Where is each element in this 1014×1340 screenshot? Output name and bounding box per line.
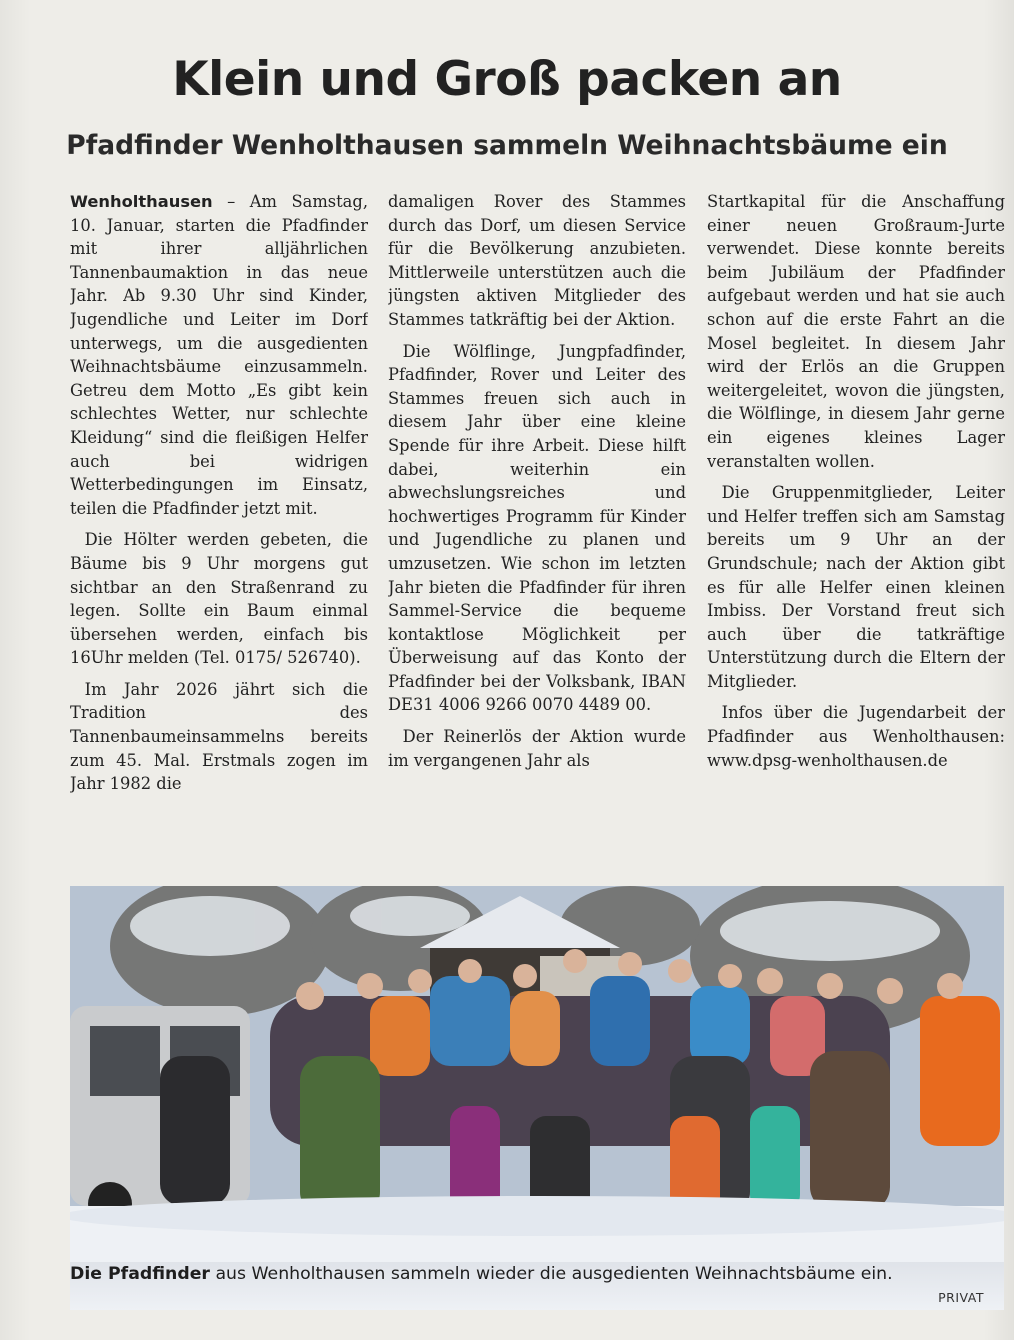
article-paragraph-5: Die Wölflinge, Jungpfadfinder, Pfadfinder, Rover und Leiter des Stammes freuen sich auch in diesem Jahr über eine kleine Spende für ihre Arbeit. Diese hilft dabei, weiterhin ein abwechslungsreiches und hochwertiges Programm für Kinder und Jugendliche zu planen und umzusetzen. Wie schon im letzten Jahr bieten die Pfadfinder für ihren Sammel-Service die bequeme kontaktlose Möglichkeit per Überweisung auf das Konto der Pfadfinder bei der Volksbank, IBAN DE31 4006 9266 0070 4489 00. — [388, 341, 686, 715]
paragraph-text: – Am Samstag, 10. Januar, starten die Pfadfinder mit ihrer alljährlichen Tannenbaumaktion in das neue Jahr. Ab 9.30 Uhr sind Kinder, Jugendliche und Leiter im Dorf unterwegs, um die ausgedienten Weihnachtsbäume einzusammeln. Getreu dem Motto „Es gibt kein schlechtes Wetter, nur schlechte Kleidung“ sind die fleißigen Helfer auch bei widrigen Wetterbedingungen im Einsatz, teilen die Pfadfinder jetzt mit. — [70, 192, 368, 518]
article-paragraph-9: Infos über die Jugendarbeit der Pfadfinder aus Wenholthausen: www.dpsg-wenholthausen.de — [707, 703, 1005, 770]
group-photo — [70, 886, 1004, 1310]
article-paragraph-4: damaligen Rover des Stammes durch das Dorf, um diesen Service für die Bevölkerung anzubieten. Mittlerweile unterstützen auch die jüngsten aktiven Mitglieder des Stammes tatkräftig bei der Aktion. — [388, 192, 686, 329]
article-paragraph-3: Im Jahr 2026 jährt sich die Tradition des Tannenbaumeinsammelns bereits zum 45. Mal. Erstmals zogen im Jahr 1982 die — [70, 679, 368, 794]
article-paragraph-2: Die Hölter werden gebeten, die Bäume bis 9 Uhr morgens gut sichtbar an den Straßenrand zu legen. Sollte ein Baum einmal übersehen werden, einfach bis 16Uhr melden (Tel. 0175/ 526740). — [70, 530, 368, 668]
group-photo-illustration — [70, 886, 1004, 1262]
dateline: Wenholthausen — [70, 192, 213, 211]
photo-credit: PRIVAT — [938, 1290, 984, 1305]
article-paragraph-1 — [70, 190, 368, 520]
photo-caption — [70, 1262, 988, 1286]
article-paragraph-6: Der Reinerlös der Aktion wurde im vergangenen Jahr als — [388, 727, 686, 770]
caption-text: aus Wenholthausen sammeln wieder die ausgedienten Weihnachtsbäume ein. — [209, 1264, 893, 1284]
article-paragraph-8: Die Gruppenmitglieder, Leiter und Helfer treffen sich am Samstag bereits um 9 Uhr an der Grundschule; nach der Aktion gibt es für alle Helfer einen kleinen Imbiss. Der Vorstand freut sich auch über die tatkräftige Unterstützung durch die Eltern der Mitglieder. — [707, 483, 1005, 691]
article-column-3 — [707, 190, 1005, 870]
article-column-2 — [388, 190, 686, 870]
article-body — [70, 190, 1005, 870]
subheadline: Pfadfinder Wenholthausen sammeln Weihnachtsbäume ein — [66, 130, 948, 161]
caption-lead: Die Pfadfinder — [70, 1264, 210, 1284]
article-column-1 — [70, 190, 368, 870]
headline: Klein und Groß packen an — [172, 52, 842, 107]
article-paragraph-7: Startkapital für die Anschaffung einer neuen Großraum-Jurte verwendet. Diese konnte bereits beim Jubiläum der Pfadfinder aufgebaut werden und hat sie auch schon auf die erste Fahrt an die Mosel begleitet. In diesem Jahr wird der Erlös an die Gruppen weitergeleitet, wovon die jüngsten, die Wölflinge, in diesem Jahr gerne ein eigenes kleines Lager veranstalten wollen. — [707, 192, 1005, 471]
